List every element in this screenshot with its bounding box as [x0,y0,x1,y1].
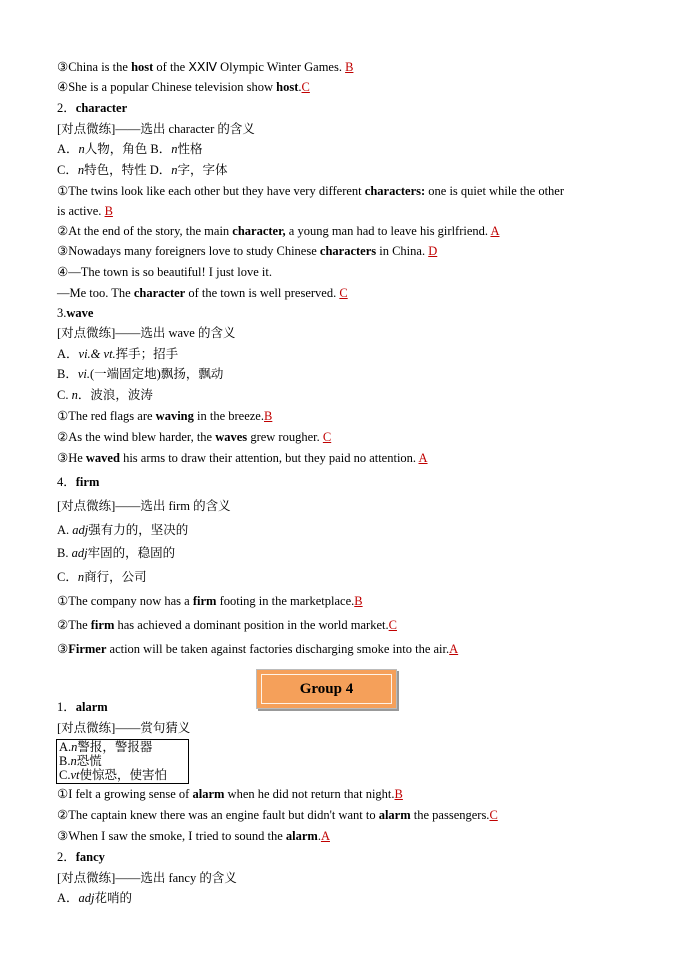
bold-term: waves [215,430,248,444]
text-run: 2． [57,101,76,115]
text-run: C． [57,570,78,584]
text-line [57,223,638,239]
text-run: ②The [57,618,91,632]
text-line [57,429,638,445]
part-of-speech: n [71,388,78,402]
part-of-speech: n [171,163,178,177]
text-run: ②The captain knew there was an engine fault but didn't want to [57,808,379,822]
text-run: his arms to draw their attention, but they paid no attention. [119,451,419,465]
bold-term: characters: [364,184,426,198]
bold-term: firm [192,594,217,608]
text-run: 使惊恐，使害怕 [79,768,168,782]
answer-letter: A [449,642,459,656]
text-run: ③He [57,451,86,465]
text-line [57,285,638,301]
text-run: . [298,80,302,94]
answer-letter: B [263,409,273,423]
text-run: grew rougher. [247,430,323,444]
text-run: when he did not return that night. [224,787,395,801]
text-run: [对点微练]——选出 character 的含义 [57,122,255,136]
text-line [57,522,638,538]
text-run: 恐慌 [76,754,102,768]
text-run: 强有力的，坚决的 [88,523,189,537]
bold-term: alarm [192,787,225,801]
text-run: the passengers. [410,808,490,822]
bold-term: firm [90,618,115,632]
text-line [57,141,638,157]
answer-letter: B [104,204,113,218]
text-run: ②At the end of the story, the main [57,224,233,238]
text-run: ②As the wind blew harder, the [57,430,216,444]
text-line [57,498,638,514]
part-of-speech: n [171,142,178,156]
answer-letter: B [394,787,403,801]
text-line [57,183,638,199]
text-run: B. [57,546,72,560]
text-run: [对点微练]——选出 fancy 的含义 [57,871,237,885]
text-run: A． [57,891,79,905]
answer-letter: A [418,451,428,465]
text-run: ③China is the [57,60,132,74]
bold-term: character [75,101,128,115]
text-run: footing in the marketplace. [216,594,355,608]
bold-term: character [133,286,186,300]
text-run: ④—The town is so beautiful! I just love it. [57,265,272,279]
part-of-speech: n [77,570,85,584]
bold-term: alarm [285,829,318,843]
text-run: a young man had to leave his girlfriend. [285,224,491,238]
text-run: ③ [57,642,69,656]
text-line [57,828,638,844]
bold-term: fancy [75,850,105,864]
text-line [57,545,638,561]
answer-letter: C [339,286,348,300]
text-line [57,243,638,259]
text-run: ①The twins look like each other but they have very different [57,184,365,198]
text-run: ①I felt a growing sense of [57,787,193,801]
text-line [57,100,638,116]
text-line [57,387,638,403]
text-run: of the ⅩⅩⅣ Olympic Winter Games. [153,60,346,74]
text-run: 挥手；招手 [115,347,179,361]
text-run: ③When I saw the smoke, I tried to sound the [57,829,286,843]
part-of-speech: adj [72,523,89,537]
text-line [57,203,638,219]
text-line [57,408,638,424]
text-line [57,641,638,657]
bold-term: wave [66,306,94,320]
text-run: 1． [57,700,76,714]
answer-letter: A [490,224,500,238]
bold-term: Firmer [68,642,107,656]
text-run: 商行，公司 [84,570,147,584]
answer-letter: B [354,594,363,608]
bold-term: firm [75,475,100,489]
bold-term: waved [85,451,120,465]
part-of-speech: n [71,740,78,754]
text-run: ①The red flags are [57,409,156,423]
bold-term: alarm [75,700,108,714]
definition-line [59,740,152,754]
banner-label: Group 4 [299,680,354,697]
text-run: 3. [57,306,67,320]
text-run: ．波浪，波涛 [77,388,153,402]
bold-term: characters [319,244,377,258]
answer-letter: A [320,829,330,843]
part-of-speech: n [78,142,85,156]
text-run: 人物，角色 B． [84,142,172,156]
text-run: is active. [57,204,105,218]
text-run: of the town is well preserved. [185,286,340,300]
text-line [57,162,638,178]
text-run: 字，字体 [177,163,228,177]
text-line [57,366,638,382]
text-line [57,593,638,609]
text-run: ④She is a popular Chinese television show [57,80,277,94]
answer-letter: B [345,60,354,74]
text-run: has achieved a dominant position in the world market. [114,618,389,632]
text-line [57,305,638,321]
bold-term: waving [155,409,194,423]
text-run: [对点微练]——选出 wave 的含义 [57,326,236,340]
group-4-banner [256,669,397,709]
definition-line [59,768,167,782]
text-run: 花哨的 [94,891,133,905]
text-run: ①The company now has a [57,594,193,608]
part-of-speech: vi. [77,367,90,381]
text-run: A． [57,142,79,156]
answer-letter: C [322,430,332,444]
text-run: C. [57,388,72,402]
text-line [57,121,638,137]
text-run: [对点微练]——赏句猜义 [57,721,191,735]
bold-term: alarm [378,808,411,822]
text-run: . [317,829,321,843]
answer-letter: C [301,80,310,94]
part-of-speech: adj [71,546,88,560]
text-run: B． [57,367,78,381]
text-line [57,79,638,95]
text-run: C. [59,768,71,782]
text-run: 2． [57,850,76,864]
part-of-speech: n [70,754,77,768]
text-run: ③Nowadays many foreigners love to study Chinese [57,244,320,258]
part-of-speech: vi.& vt. [78,347,116,361]
text-run: one is quiet while the other [425,184,565,198]
definition-box [56,739,189,784]
text-line [57,870,638,886]
text-run: 4． [57,475,76,489]
text-run: C． [57,163,78,177]
text-run: B. [59,754,71,768]
part-of-speech: adj [78,891,95,905]
text-run: 特色，特性 D． [84,163,172,177]
bold-term: host [131,60,154,74]
text-line [57,264,638,280]
text-run: 牢固的，稳固的 [87,546,176,560]
text-line [57,617,638,633]
text-line [57,325,638,341]
text-run: (一端固定地)飘扬，飘动 [90,367,224,381]
text-line [57,890,638,906]
text-run: A. [59,740,72,754]
text-run: action will be taken against factories discharging smoke into the air. [106,642,450,656]
answer-letter: C [489,808,498,822]
text-line [57,807,638,823]
definition-line [59,754,102,768]
text-run: in the breeze. [193,409,264,423]
text-run: —Me too. The [57,286,134,300]
text-line [57,786,638,802]
text-run: A． [57,347,79,361]
part-of-speech: n [77,163,85,177]
bold-term: host [276,80,299,94]
bold-term: character, [232,224,286,238]
text-run: 性格 [177,142,203,156]
text-line [57,346,638,362]
answer-letter: C [388,618,397,632]
text-line [57,720,638,736]
text-line [57,474,638,490]
text-run: [对点微练]——选出 firm 的含义 [57,499,231,513]
text-line [57,59,638,75]
part-of-speech: vt [70,768,80,782]
text-line [57,849,638,865]
text-line [57,569,638,585]
text-run: in China. [376,244,429,258]
text-run: A. [57,523,73,537]
text-line [57,450,638,466]
answer-letter: D [428,244,438,258]
text-run: 警报，警报器 [77,740,153,754]
